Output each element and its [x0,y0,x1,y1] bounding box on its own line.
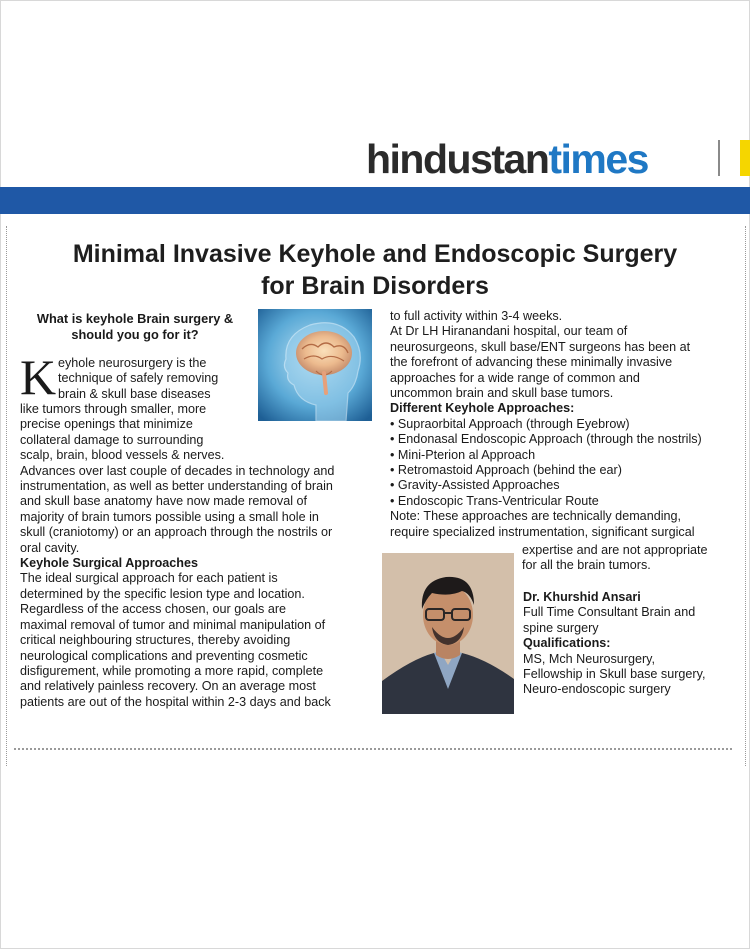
doctor-title: spine surgery [523,620,599,635]
body-line: approaches for a wide range of common and [390,370,640,385]
note-line: require specialized instrumentation, significant surgical [390,524,695,539]
body-line: maximal removal of tumor and minimal manipulation of [20,617,326,632]
body-line: and relatively painless recovery. On an average most [20,679,316,694]
note-continuation [522,543,742,574]
article-bottom-rule [14,748,732,750]
intro-line: eyhole neurosurgery is the [58,356,207,370]
body-line: neurosurgeons, skull base/ENT surgeons has been at [390,339,691,354]
body-line: At Dr LH Hiranandani hospital, our team of [390,324,628,339]
note-line: for all the brain tumors. [522,558,651,573]
masthead-hindustan: hindustan [366,136,549,182]
article-headline [20,238,730,302]
body-line: scalp, brain, blood vessels & nerves. [20,448,225,463]
headline-line-1: Minimal Invasive Keyhole and Endoscopic Surgery [72,240,678,268]
note-line: Note: These approaches are technically demanding, [390,509,682,524]
masthead-times: times [548,136,648,182]
body-line: patients are out of the hospital within 2-3 days and back [20,694,331,709]
headline-line-2: for Brain Disorders [261,272,489,300]
body-line: Advances over last couple of decades in technology and [20,463,335,478]
body-line: critical neighbouring structures, thereby avoiding [20,633,291,648]
qualifications-heading: Qualifications: [523,636,611,651]
qualification-line: Neuro-endoscopic surgery [523,682,671,697]
body-line: disfigurement, while promoting a more rapid, complete [20,663,324,678]
body-line: the forefront of advancing these minimally invasive [390,355,673,370]
body-line: precise openings that minimize [20,417,193,432]
body-line: collateral damage to surrounding [20,432,204,447]
qualification-line: Fellowship in Skull base surgery, [523,667,706,682]
question-heading-line-1: What is keyhole Brain surgery & [36,311,234,326]
body-line: like tumors through smaller, more [20,402,207,416]
intro-narrow-text [58,356,248,402]
approach-list-item: • Retromastoid Approach (behind the ear) [390,463,622,478]
qualification-line: MS, Mch Neurosurgery, [523,651,656,666]
approach-list-item: • Supraorbital Approach (through Eyebrow) [390,416,630,431]
approach-list-item: • Endonasal Endoscopic Approach (through the nostrils) [390,432,702,447]
question-heading-line-2: should you go for it? [71,327,199,342]
doctor-info [523,590,743,698]
note-line: expertise and are not appropriate [522,543,708,557]
body-line: oral cavity. [20,540,80,555]
approach-list-item: • Gravity-Assisted Approaches [390,478,560,493]
body-line: skull (craniotomy) or an approach through the nostrils or [20,525,333,540]
right-column-body [390,309,740,540]
masthead-divider [718,140,720,176]
doctor-name: Dr. Khurshid Ansari [523,590,641,604]
body-line: and skull base anatomy have now made removal of [20,494,308,509]
question-heading [22,311,248,343]
body-line: majority of brain tumors possible using a small hole in [20,509,319,524]
approach-list-item: • Mini-Pterion al Approach [390,447,536,462]
intro-line: technique of safely removing [58,371,219,386]
body-line: neurological complications and preventing cosmetic [20,648,308,663]
masthead-yellow-mark [740,140,750,176]
body-line: to full activity within 3-4 weeks. [390,309,563,323]
left-column-body [20,402,370,710]
body-line: determined by the specific lesion type and location. [20,586,305,601]
body-line: instrumentation, as well as better understanding of brain [20,479,333,494]
intro-line: brain & skull base diseases [58,386,211,401]
body-line: uncommon brain and skull base tumors. [390,386,614,401]
different-approaches-subheading: Different Keyhole Approaches: [390,401,575,416]
doctor-photo [382,553,514,714]
drop-cap: K [20,349,57,405]
newspaper-masthead [366,137,648,181]
body-line: The ideal surgical approach for each patient is [20,571,278,586]
approach-list-item: • Endoscopic Trans-Ventricular Route [390,493,599,508]
keyhole-approaches-subheading: Keyhole Surgical Approaches [20,556,198,571]
body-line: Regardless of the access chosen, our goals are [20,602,287,617]
masthead-blue-band [0,187,750,214]
doctor-title: Full Time Consultant Brain and [523,605,696,620]
